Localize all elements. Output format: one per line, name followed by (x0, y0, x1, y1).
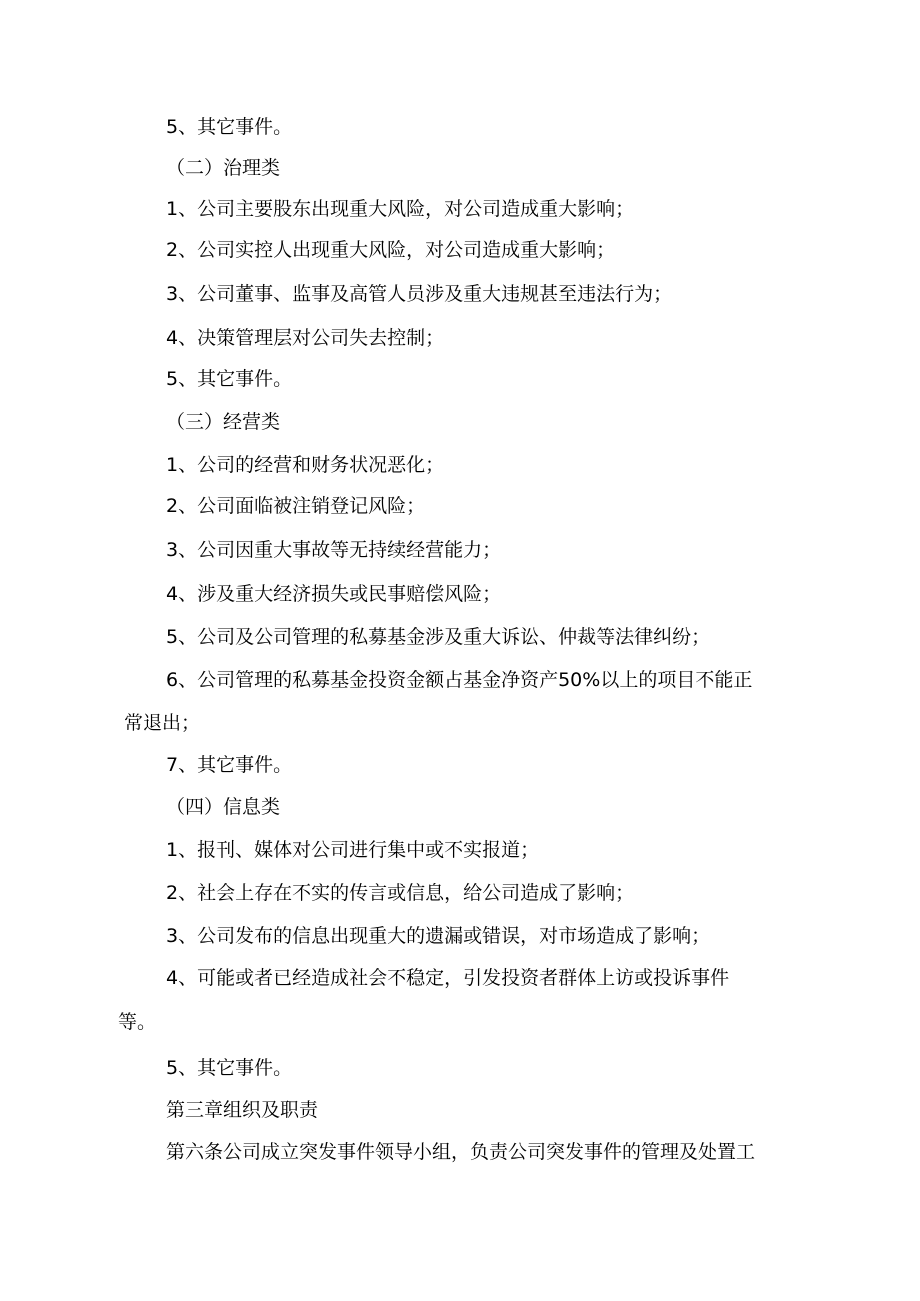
paragraph-line: 5、其它事件。 (166, 368, 293, 390)
paragraph-line: 4、可能或者已经造成社会不稳定，引发投资者群体上访或投诉事件 (166, 967, 730, 989)
paragraph-line: 5、其它事件。 (166, 116, 293, 138)
paragraph-line: 4、涉及重大经济损失或民事赔偿风险； (166, 583, 502, 605)
paragraph-line-continued: 等。 (118, 1011, 157, 1033)
paragraph-line: 5、其它事件。 (166, 1057, 293, 1079)
section-heading: （四）信息类 (166, 796, 281, 818)
paragraph-line: 3、公司因重大事故等无持续经营能力； (166, 539, 502, 561)
paragraph-line: 1、报刊、媒体对公司进行集中或不实报道； (166, 839, 540, 861)
paragraph-line: 2、公司面临被注销登记风险； (166, 495, 426, 517)
paragraph-line: 第六条公司成立突发事件领导小组，负责公司突发事件的管理及处置工 (166, 1141, 756, 1163)
paragraph-line: 2、公司实控人出现重大风险，对公司造成重大影响； (166, 239, 616, 261)
section-heading: （三）经营类 (166, 411, 281, 433)
paragraph-line-continued: 常退出； (124, 712, 201, 734)
paragraph-line: 7、其它事件。 (166, 754, 293, 776)
paragraph-line: 1、公司的经营和财务状况恶化； (166, 454, 445, 476)
paragraph-line: 3、公司董事、监事及高管人员涉及重大违规甚至违法行为； (166, 283, 673, 305)
paragraph-line: 6、公司管理的私募基金投资金额占基金净资产50%以上的项目不能正 (166, 669, 753, 691)
paragraph-line: 3、公司发布的信息出现重大的遗漏或错误，对市场造成了影响； (166, 925, 711, 947)
paragraph-line: 2、社会上存在不实的传言或信息，给公司造成了影响； (166, 882, 635, 904)
paragraph-line: 4、决策管理层对公司失去控制； (166, 327, 445, 349)
chapter-heading: 第三章组织及职责 (166, 1099, 319, 1121)
paragraph-line: 5、公司及公司管理的私募基金涉及重大诉讼、仲裁等法律纠纷； (166, 626, 711, 648)
section-heading: （二）治理类 (166, 157, 281, 179)
paragraph-line: 1、公司主要股东出现重大风险，对公司造成重大影响； (166, 198, 635, 220)
